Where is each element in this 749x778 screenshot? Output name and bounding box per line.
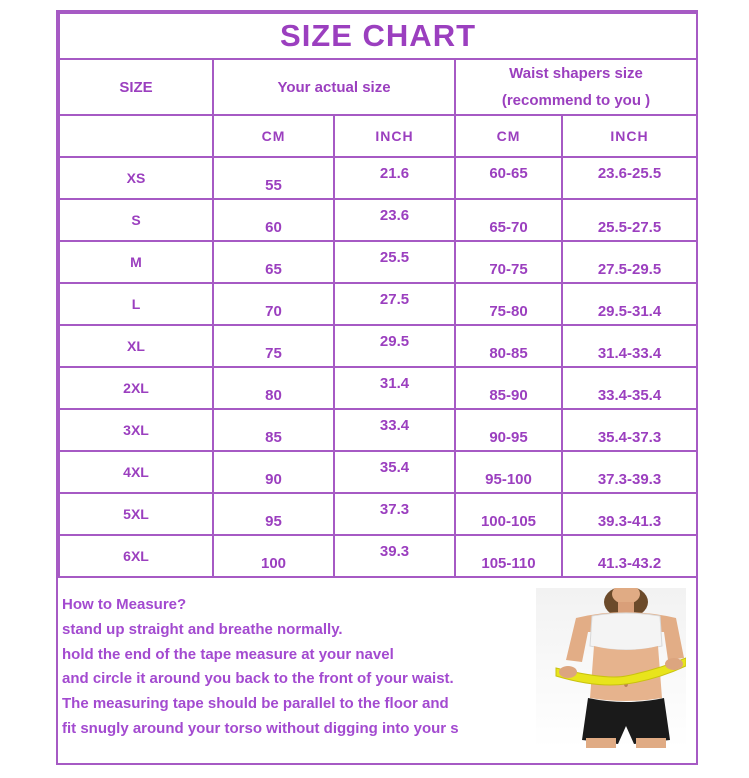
size-cell bbox=[59, 535, 213, 577]
measure-section bbox=[58, 578, 696, 763]
table-row bbox=[59, 493, 697, 535]
header-shaper-line2: (recommend to you ) bbox=[501, 92, 651, 109]
actual-cm-cell bbox=[213, 493, 334, 535]
size-cell bbox=[59, 367, 213, 409]
actual-inch-cell bbox=[334, 535, 455, 577]
actual-cm-cell bbox=[213, 451, 334, 493]
table-row bbox=[59, 451, 697, 493]
shaper-cm-cell-text: 100-105 bbox=[480, 512, 537, 530]
unit-shaper-cm: CM bbox=[455, 115, 562, 157]
actual-cm-cell-text: 70 bbox=[265, 302, 282, 320]
actual-cm-cell-text: 85 bbox=[265, 428, 282, 446]
size-cell bbox=[59, 493, 213, 535]
actual-inch-cell-text: 37.3 bbox=[379, 500, 410, 518]
actual-inch-cell bbox=[334, 241, 455, 283]
measure-instructions bbox=[62, 596, 530, 745]
actual-inch-cell bbox=[334, 367, 455, 409]
actual-cm-cell-text: 75 bbox=[265, 344, 282, 362]
actual-cm-cell-text: 100 bbox=[260, 554, 287, 572]
shaper-cm-cell-text: 65-70 bbox=[489, 218, 528, 236]
size-cell bbox=[59, 451, 213, 493]
shaper-inch-cell-text: 35.4-37.3 bbox=[597, 428, 662, 446]
shaper-cm-cell-text: 70-75 bbox=[489, 260, 528, 278]
measure-line: hold the end of the tape measure at your navel bbox=[62, 645, 394, 663]
size-cell bbox=[59, 409, 213, 451]
actual-inch-cell bbox=[334, 157, 455, 199]
shaper-cm-cell-text: 75-80 bbox=[489, 302, 528, 320]
actual-inch-cell bbox=[334, 199, 455, 241]
actual-inch-cell-text: 23.6 bbox=[379, 206, 410, 224]
shaper-cm-cell-text: 80-85 bbox=[489, 344, 528, 362]
shaper-cm-cell-text: 60-65 bbox=[489, 164, 528, 182]
actual-cm-cell-text: 60 bbox=[265, 218, 282, 236]
unit-shaper-inch: INCH bbox=[562, 115, 697, 157]
actual-cm-cell-text: 95 bbox=[265, 512, 282, 530]
size-cell-text: 3XL bbox=[123, 422, 149, 438]
shaper-inch-cell bbox=[562, 409, 697, 451]
size-chart-table bbox=[58, 12, 698, 578]
shaper-inch-cell-text: 29.5-31.4 bbox=[597, 302, 662, 320]
size-cell bbox=[59, 199, 213, 241]
actual-cm-cell bbox=[213, 199, 334, 241]
actual-inch-cell-text: 25.5 bbox=[379, 248, 410, 266]
actual-inch-cell-text: 27.5 bbox=[379, 290, 410, 308]
size-cell-text: 6XL bbox=[123, 548, 149, 564]
measuring-photo bbox=[536, 588, 686, 748]
shaper-cm-cell bbox=[455, 493, 562, 535]
header-shaper-line1: Waist shapers size bbox=[509, 65, 643, 82]
shaper-cm-cell bbox=[455, 325, 562, 367]
shaper-cm-cell-text: 90-95 bbox=[489, 428, 528, 446]
size-chart-frame bbox=[56, 10, 698, 765]
size-cell-text: XL bbox=[127, 338, 145, 354]
shaper-inch-cell-text: 33.4-35.4 bbox=[597, 386, 662, 404]
actual-inch-cell bbox=[334, 283, 455, 325]
size-cell-text: M bbox=[130, 254, 142, 270]
shaper-cm-cell bbox=[455, 409, 562, 451]
shaper-cm-cell bbox=[455, 199, 562, 241]
header-size: SIZE bbox=[59, 59, 213, 115]
table-row bbox=[59, 199, 697, 241]
actual-inch-cell-text: 31.4 bbox=[379, 374, 410, 392]
woman-measuring-waist-illustration bbox=[536, 588, 686, 748]
table-row bbox=[59, 283, 697, 325]
actual-cm-cell-text: 80 bbox=[265, 386, 282, 404]
actual-cm-cell bbox=[213, 283, 334, 325]
size-cell-text: S bbox=[131, 212, 141, 228]
actual-inch-cell bbox=[334, 325, 455, 367]
shaper-cm-cell-text: 95-100 bbox=[485, 470, 532, 488]
measure-line: stand up straight and breathe normally. bbox=[62, 620, 343, 638]
header-shaper-size bbox=[455, 59, 697, 115]
actual-inch-cell-text: 33.4 bbox=[379, 416, 410, 434]
shaper-cm-cell bbox=[455, 451, 562, 493]
shaper-inch-cell bbox=[562, 241, 697, 283]
shaper-inch-cell-text: 31.4-33.4 bbox=[597, 344, 662, 362]
shaper-inch-cell-text: 37.3-39.3 bbox=[597, 470, 662, 488]
unit-actual-cm: CM bbox=[213, 115, 334, 157]
shaper-inch-cell bbox=[562, 283, 697, 325]
actual-inch-cell-text: 35.4 bbox=[379, 458, 410, 476]
unit-empty bbox=[59, 115, 213, 157]
size-cell-text: 5XL bbox=[123, 506, 149, 522]
shaper-cm-cell bbox=[455, 283, 562, 325]
table-row bbox=[59, 367, 697, 409]
size-cell bbox=[59, 241, 213, 283]
actual-cm-cell bbox=[213, 409, 334, 451]
actual-cm-cell bbox=[213, 535, 334, 577]
measure-line: fit snugly around your torso without digging into your s bbox=[62, 719, 459, 737]
size-cell-text: 2XL bbox=[123, 380, 149, 396]
actual-cm-cell-text: 55 bbox=[265, 176, 282, 194]
size-cell bbox=[59, 283, 213, 325]
actual-cm-cell-text: 90 bbox=[265, 470, 282, 488]
actual-inch-cell bbox=[334, 409, 455, 451]
shaper-inch-cell bbox=[562, 493, 697, 535]
size-cell bbox=[59, 325, 213, 367]
actual-cm-cell-text: 65 bbox=[265, 260, 282, 278]
shaper-cm-cell bbox=[455, 367, 562, 409]
table-row bbox=[59, 535, 697, 577]
actual-cm-cell bbox=[213, 241, 334, 283]
actual-inch-cell-text: 39.3 bbox=[379, 542, 410, 560]
size-cell-text: L bbox=[131, 296, 141, 312]
actual-cm-cell bbox=[213, 157, 334, 199]
unit-actual-inch: INCH bbox=[334, 115, 455, 157]
shaper-cm-cell bbox=[455, 535, 562, 577]
size-cell-text: 4XL bbox=[123, 464, 149, 480]
size-cell bbox=[59, 157, 213, 199]
shaper-inch-cell bbox=[562, 157, 697, 199]
shaper-cm-cell bbox=[455, 241, 562, 283]
size-cell-text: XS bbox=[126, 170, 146, 186]
measure-line: and circle it around you back to the front of your waist. bbox=[62, 670, 454, 688]
table-row bbox=[59, 409, 697, 451]
shaper-inch-cell bbox=[562, 325, 697, 367]
shaper-inch-cell-text: 27.5-29.5 bbox=[597, 260, 662, 278]
table-row bbox=[59, 157, 697, 199]
header-actual-size: Your actual size bbox=[213, 59, 455, 115]
shaper-inch-cell-text: 39.3-41.3 bbox=[597, 512, 662, 530]
shaper-cm-cell-text: 85-90 bbox=[489, 386, 528, 404]
actual-cm-cell bbox=[213, 367, 334, 409]
shaper-cm-cell bbox=[455, 157, 562, 199]
shaper-inch-cell-text: 23.6-25.5 bbox=[597, 164, 662, 182]
size-rows bbox=[59, 157, 697, 577]
shaper-inch-cell-text: 41.3-43.2 bbox=[597, 554, 662, 572]
shaper-inch-cell bbox=[562, 199, 697, 241]
chart-title: SIZE CHART bbox=[59, 13, 697, 59]
table-row bbox=[59, 241, 697, 283]
shaper-inch-cell-text: 25.5-27.5 bbox=[597, 218, 662, 236]
shaper-cm-cell-text: 105-110 bbox=[481, 554, 536, 572]
actual-inch-cell bbox=[334, 493, 455, 535]
table-row bbox=[59, 325, 697, 367]
shaper-inch-cell bbox=[562, 367, 697, 409]
actual-inch-cell-text: 29.5 bbox=[379, 332, 410, 350]
shaper-inch-cell bbox=[562, 451, 697, 493]
shaper-inch-cell bbox=[562, 535, 697, 577]
actual-cm-cell bbox=[213, 325, 334, 367]
measure-heading: How to Measure? bbox=[62, 596, 187, 613]
measure-line: The measuring tape should be parallel to the floor and bbox=[62, 695, 449, 713]
actual-inch-cell-text: 21.6 bbox=[379, 164, 410, 182]
actual-inch-cell bbox=[334, 451, 455, 493]
